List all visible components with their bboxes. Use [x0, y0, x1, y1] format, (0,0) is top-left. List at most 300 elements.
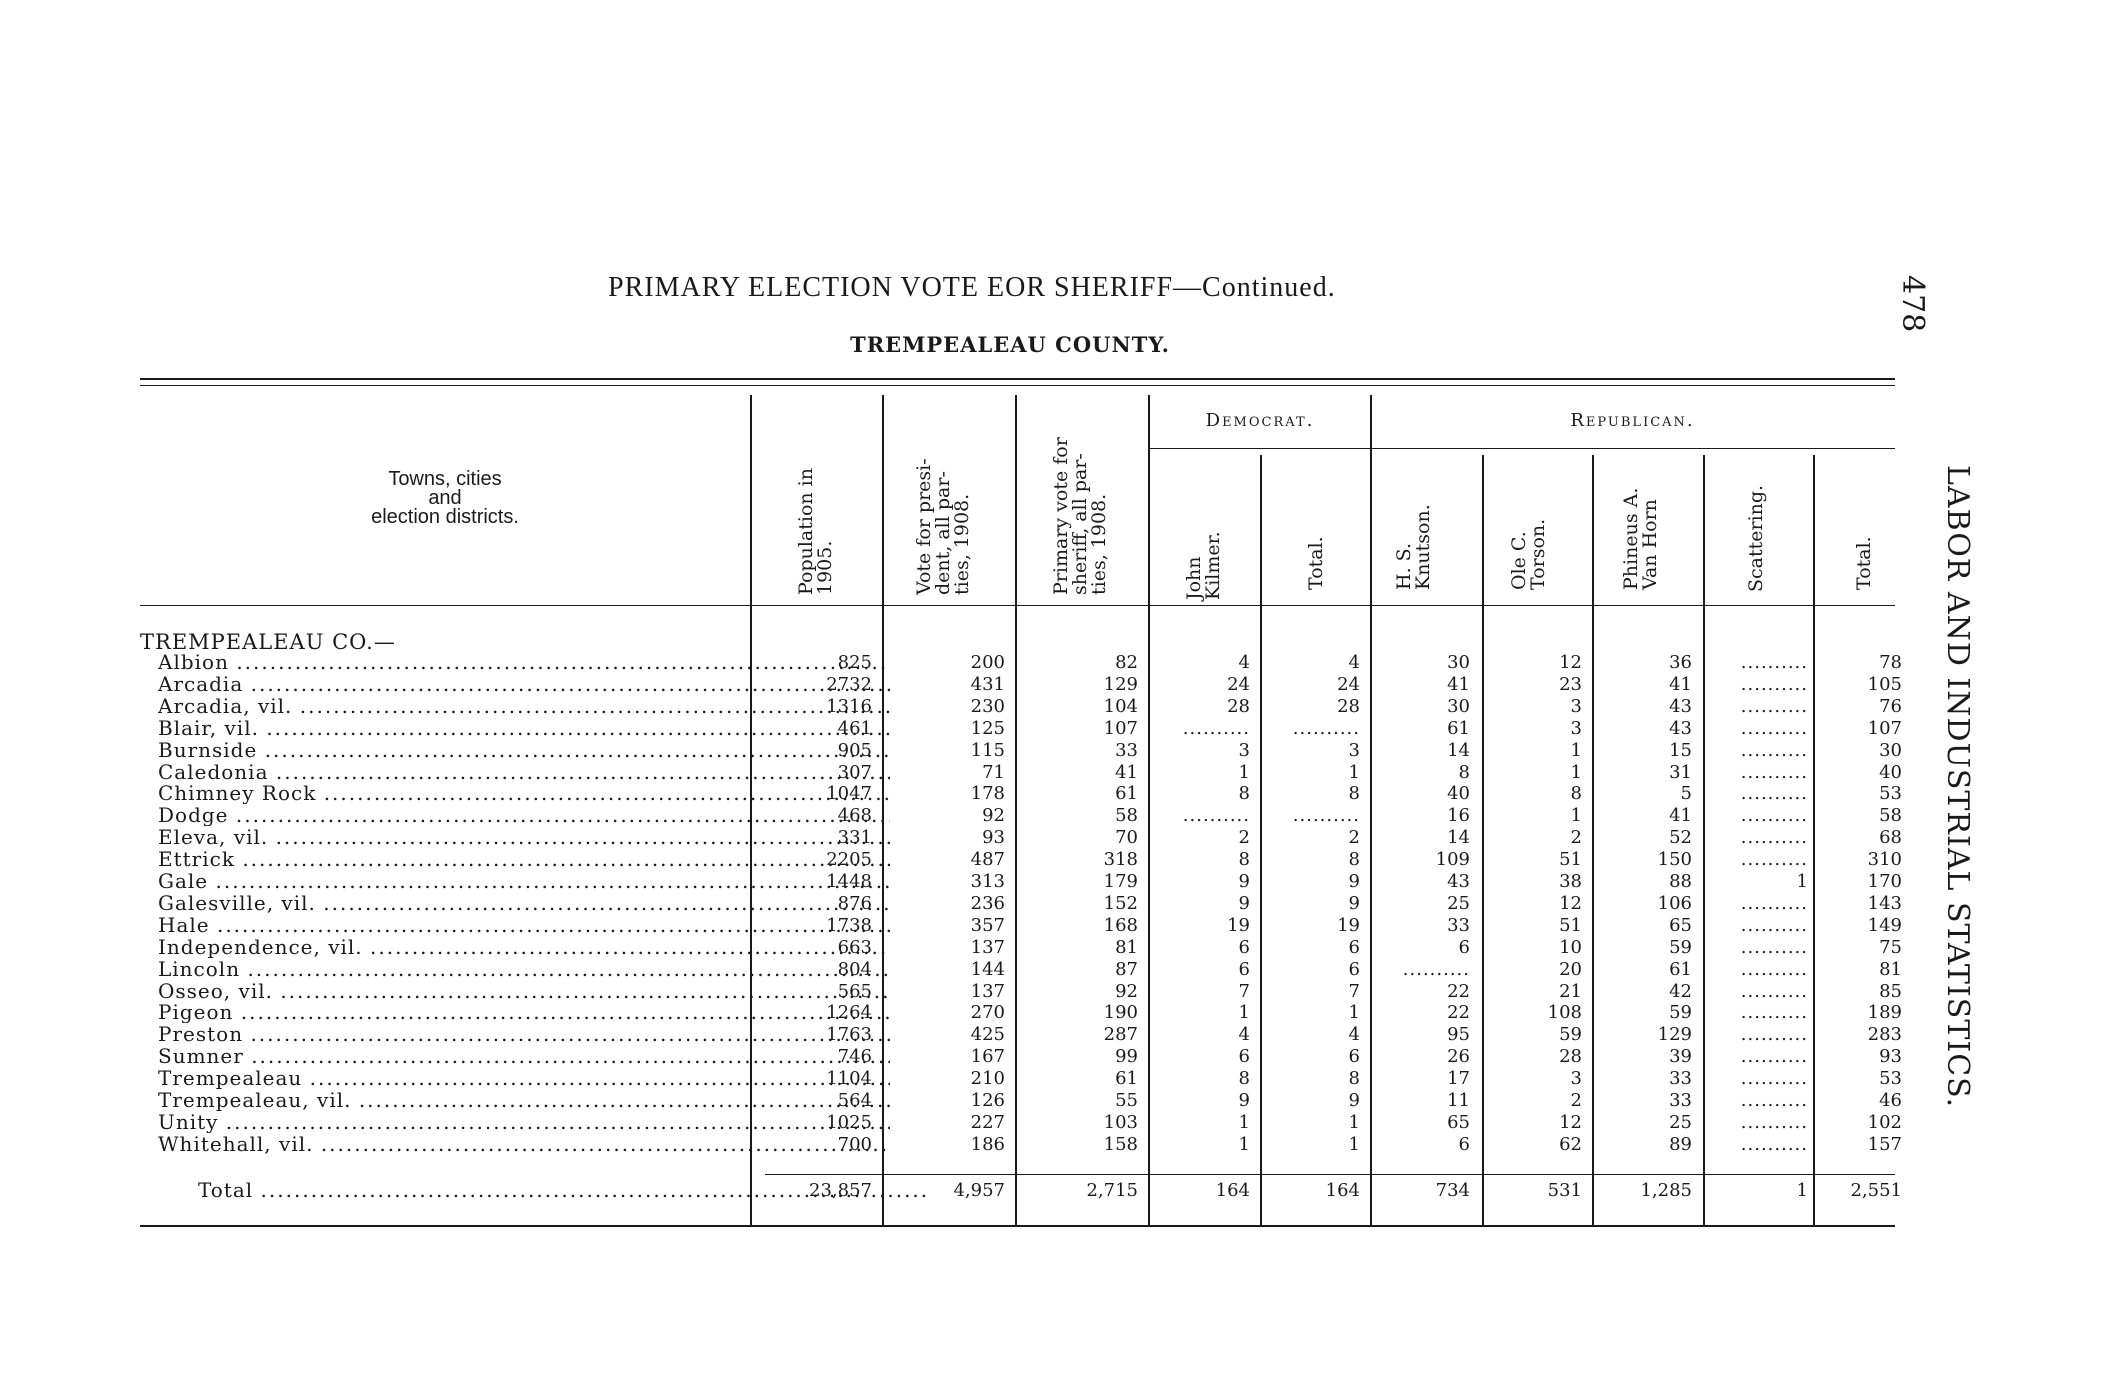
cell-torson: 1 [1570, 805, 1582, 827]
cell-pres: 167 [970, 1046, 1005, 1068]
district-name-text: Preston [158, 1024, 251, 1046]
cell-prim: 190 [1103, 1002, 1138, 1024]
cell-vanhorn: 39 [1669, 1046, 1692, 1068]
cell-scat: 1 [1796, 1180, 1808, 1201]
district-name [158, 696, 890, 717]
cell-knutson: 95 [1447, 1024, 1470, 1046]
cell-torson: 38 [1559, 871, 1582, 892]
cell-prim: 318 [1103, 849, 1138, 871]
district-name [158, 959, 890, 980]
district-name-text: Trempealeau, vil. [158, 1090, 359, 1111]
page-number: 478 [1895, 275, 1930, 333]
cell-torson: 12 [1559, 652, 1582, 673]
cell-prim: 82 [1115, 652, 1138, 673]
cell-dtotal: 8 [1348, 1068, 1360, 1090]
cell-scat: .......... [1740, 1046, 1808, 1068]
cell-rtotal: 2,551 [1850, 1180, 1902, 1201]
cell-kilmer: 6 [1238, 1046, 1250, 1068]
cell-pres: 125 [970, 717, 1005, 739]
cell-pop: 663 [837, 936, 872, 958]
cell-pres: 200 [970, 652, 1005, 673]
cell-kilmer: 1 [1238, 1111, 1250, 1133]
cell-pop: 825 [837, 652, 872, 673]
cell-pres: 431 [970, 673, 1005, 695]
cell-rtotal: 157 [1867, 1133, 1902, 1155]
cell-kilmer: 4 [1238, 652, 1250, 673]
cell-kilmer: 8 [1238, 783, 1250, 805]
cell-vanhorn: 42 [1669, 980, 1692, 1002]
cell-kilmer: 9 [1238, 871, 1250, 892]
district-name-text: Total [198, 1180, 261, 1201]
cell-dtotal: 1 [1348, 761, 1360, 783]
cell-pop: 461 [837, 717, 872, 739]
cell-pop: 1047 [826, 783, 872, 805]
district-name [158, 805, 890, 826]
john-kilmer-header: John Kilmer. [1183, 531, 1224, 600]
cell-dtotal: 2 [1348, 827, 1360, 849]
cell-vanhorn: 150 [1657, 849, 1692, 871]
district-name-text: Arcadia, vil. [158, 695, 300, 717]
cell-torson: 2 [1570, 1090, 1582, 1111]
cell-knutson: .......... [1402, 958, 1470, 980]
van-horn-header: Phineus A. Van Horn [1620, 487, 1661, 590]
cell-knutson: 734 [1435, 1180, 1470, 1201]
cell-rtotal: 68 [1879, 827, 1902, 849]
cell-pop: 1738 [826, 914, 872, 936]
cell-rtotal: 58 [1879, 805, 1902, 827]
table-row [140, 674, 1900, 695]
cell-scat: 1 [1796, 871, 1808, 892]
cell-kilmer: 2 [1238, 827, 1250, 849]
cell-dtotal: 9 [1348, 871, 1360, 892]
cell-rtotal: 170 [1867, 871, 1902, 892]
cell-vanhorn: 106 [1657, 892, 1692, 914]
cell-rtotal: 81 [1879, 958, 1902, 980]
table-row [140, 959, 1900, 980]
district-name [158, 871, 890, 892]
cell-rtotal: 105 [1867, 673, 1902, 695]
cell-torson: 1 [1570, 761, 1582, 783]
cell-kilmer: .......... [1182, 805, 1250, 827]
republican-rule [1370, 448, 1895, 449]
district-name [158, 740, 890, 761]
cell-pop: 2732 [826, 673, 872, 695]
district-name [158, 652, 890, 673]
cell-vanhorn: 31 [1669, 761, 1692, 783]
district-name [158, 937, 890, 958]
cell-knutson: 30 [1447, 652, 1470, 673]
cell-pres: 137 [970, 980, 1005, 1002]
scattering-header: Scattering. [1745, 484, 1767, 592]
district-name-text: Blair, vil. [158, 717, 267, 739]
cell-pop: 804 [837, 958, 872, 980]
cell-kilmer: .......... [1182, 717, 1250, 739]
cell-pop: 2205 [826, 849, 872, 871]
cell-knutson: 14 [1447, 739, 1470, 761]
cell-scat: .......... [1740, 1002, 1808, 1024]
cell-dtotal: 1 [1348, 1111, 1360, 1133]
district-name-text: Galesville, vil. [158, 892, 324, 914]
district-name [158, 674, 890, 695]
republican-total-header: Total. [1853, 536, 1875, 590]
table-row [140, 718, 1900, 739]
district-name-text: Ettrick [158, 849, 243, 871]
table-row [140, 652, 1900, 673]
district-name-text: Burnside [158, 739, 265, 761]
cell-pop: 1316 [826, 695, 872, 717]
cell-dtotal: 6 [1348, 958, 1360, 980]
district-name [158, 893, 890, 914]
cell-prim: 107 [1103, 717, 1138, 739]
cell-pop: 700 [837, 1133, 872, 1155]
cell-vanhorn: 65 [1669, 914, 1692, 936]
cell-dtotal: 4 [1348, 1024, 1360, 1046]
cell-pres: 230 [970, 695, 1005, 717]
table-row [140, 1046, 1900, 1067]
cell-pres: 227 [970, 1111, 1005, 1133]
stub-header: Towns, cities and election districts. [371, 468, 519, 528]
cell-knutson: 40 [1447, 783, 1470, 805]
table-row [140, 805, 1900, 826]
cell-knutson: 65 [1447, 1111, 1470, 1133]
district-name [158, 1046, 890, 1067]
table-row [140, 1002, 1900, 1023]
cell-prim: 33 [1115, 739, 1138, 761]
cell-dtotal: 19 [1337, 914, 1360, 936]
cell-dtotal: 9 [1348, 1090, 1360, 1111]
primary-vote-header: Primary vote for sheriff, all par- ties, 1908. [1050, 437, 1110, 595]
cell-vanhorn: 5 [1680, 783, 1692, 805]
table-row [140, 937, 1900, 958]
cell-prim: 99 [1115, 1046, 1138, 1068]
cell-knutson: 61 [1447, 717, 1470, 739]
cell-knutson: 33 [1447, 914, 1470, 936]
cell-pop: 331 [837, 827, 872, 849]
cell-torson: 51 [1559, 914, 1582, 936]
table-row [140, 849, 1900, 870]
cell-kilmer: 6 [1238, 958, 1250, 980]
cell-vanhorn: 33 [1669, 1068, 1692, 1090]
cell-rtotal: 75 [1879, 936, 1902, 958]
cell-torson: 2 [1570, 827, 1582, 849]
cell-kilmer: 7 [1238, 980, 1250, 1002]
cell-vanhorn: 41 [1669, 805, 1692, 827]
cell-scat: .......... [1740, 849, 1808, 871]
cell-scat: .......... [1740, 958, 1808, 980]
cell-dtotal: 9 [1348, 892, 1360, 914]
cell-knutson: 41 [1447, 673, 1470, 695]
cell-dtotal: .......... [1292, 717, 1360, 739]
cell-pop: 565 [837, 980, 872, 1002]
district-name-text: Dodge [158, 805, 236, 827]
cell-knutson: 8 [1458, 761, 1470, 783]
cell-prim: 55 [1115, 1090, 1138, 1111]
cell-rtotal: 40 [1879, 761, 1902, 783]
cell-rtotal: 93 [1879, 1046, 1902, 1068]
cell-vanhorn: 15 [1669, 739, 1692, 761]
cell-pres: 236 [970, 892, 1005, 914]
cell-knutson: 30 [1447, 695, 1470, 717]
cell-scat: .......... [1740, 652, 1808, 673]
district-name-text: Osseo, vil. [158, 980, 281, 1002]
cell-rtotal: 76 [1879, 695, 1902, 717]
cell-pop: 1763 [826, 1024, 872, 1046]
table-row [140, 1090, 1900, 1111]
cell-scat: .......... [1740, 892, 1808, 914]
district-name [158, 718, 890, 739]
cell-dtotal: 1 [1348, 1002, 1360, 1024]
cell-kilmer: 8 [1238, 849, 1250, 871]
cell-knutson: 109 [1435, 849, 1470, 871]
cell-rtotal: 143 [1867, 892, 1902, 914]
cell-torson: 62 [1559, 1133, 1582, 1155]
cell-scat: .......... [1740, 914, 1808, 936]
cell-dtotal: 6 [1348, 936, 1360, 958]
district-name-text: Pigeon [158, 1002, 241, 1024]
district-name-text: Caledonia [158, 761, 276, 783]
cell-vanhorn: 59 [1669, 936, 1692, 958]
democrat-header: Democrat. [1205, 410, 1315, 431]
cell-rtotal: 149 [1867, 914, 1902, 936]
cell-scat: .......... [1740, 827, 1808, 849]
cell-scat: .......... [1740, 805, 1808, 827]
cell-vanhorn: 41 [1669, 673, 1692, 695]
top-rule-thin [140, 385, 1895, 386]
cell-kilmer: 8 [1238, 1068, 1250, 1090]
district-name-text: Unity [158, 1111, 226, 1133]
cell-kilmer: 1 [1238, 761, 1250, 783]
cell-scat: .......... [1740, 1024, 1808, 1046]
cell-dtotal: 8 [1348, 849, 1360, 871]
cell-scat: .......... [1740, 695, 1808, 717]
cell-vanhorn: 59 [1669, 1002, 1692, 1024]
district-name-text: Albion [158, 652, 237, 673]
table-row [140, 915, 1900, 936]
cell-scat: .......... [1740, 1068, 1808, 1090]
cell-vanhorn: 89 [1669, 1133, 1692, 1155]
cell-vanhorn: 25 [1669, 1111, 1692, 1133]
cell-scat: .......... [1740, 783, 1808, 805]
cell-vanhorn: 52 [1669, 827, 1692, 849]
district-name-text: Lincoln [158, 958, 248, 980]
cell-dtotal: 6 [1348, 1046, 1360, 1068]
table-row [140, 871, 1900, 892]
democrat-total-header: Total. [1305, 536, 1327, 590]
cell-prim: 61 [1115, 783, 1138, 805]
cell-pres: 71 [982, 761, 1005, 783]
cell-prim: 92 [1115, 980, 1138, 1002]
cell-pres: 115 [970, 739, 1005, 761]
cell-pop: 746 [837, 1046, 872, 1068]
page-title: PRIMARY ELECTION VOTE EOR SHERIFF—Continued. [608, 272, 1336, 303]
cell-pop: 1264 [826, 1002, 872, 1024]
cell-kilmer: 3 [1238, 739, 1250, 761]
cell-pres: 425 [970, 1024, 1005, 1046]
cell-scat: .......... [1740, 936, 1808, 958]
cell-pres: 92 [982, 805, 1005, 827]
cell-kilmer: 9 [1238, 892, 1250, 914]
cell-pres: 93 [982, 827, 1005, 849]
cell-vanhorn: 36 [1669, 652, 1692, 673]
cell-kilmer: 28 [1227, 695, 1250, 717]
district-name [158, 827, 890, 848]
cell-prim: 81 [1115, 936, 1138, 958]
cell-dtotal: 4 [1348, 652, 1360, 673]
cell-pop: 1025 [826, 1111, 872, 1133]
cell-prim: 179 [1103, 871, 1138, 892]
cell-prim: 58 [1115, 805, 1138, 827]
cell-torson: 3 [1570, 695, 1582, 717]
cell-rtotal: 102 [1867, 1111, 1902, 1133]
district-name [158, 1134, 890, 1155]
header-rule [140, 605, 1895, 606]
cell-torson: 23 [1559, 673, 1582, 695]
district-name-text: Arcadia [158, 673, 251, 695]
cell-knutson: 14 [1447, 827, 1470, 849]
district-name [158, 1112, 890, 1133]
cell-knutson: 22 [1447, 980, 1470, 1002]
cell-knutson: 25 [1447, 892, 1470, 914]
cell-scat: .......... [1740, 761, 1808, 783]
cell-scat: .......... [1740, 673, 1808, 695]
district-name-text: Chimney Rock [158, 783, 324, 805]
cell-torson: 531 [1547, 1180, 1582, 1201]
cell-prim: 2,715 [1086, 1180, 1138, 1201]
cell-rtotal: 283 [1867, 1024, 1902, 1046]
cell-kilmer: 1 [1238, 1133, 1250, 1155]
cell-pop: 1448 [826, 871, 872, 892]
cell-vanhorn: 1,285 [1640, 1180, 1692, 1201]
torson-header: Ole C. Torson. [1508, 518, 1549, 590]
cell-torson: 12 [1559, 1111, 1582, 1133]
district-name [158, 1002, 890, 1023]
district-name-text: Whitehall, vil. [158, 1133, 321, 1155]
cell-knutson: 17 [1447, 1068, 1470, 1090]
cell-rtotal: 53 [1879, 1068, 1902, 1090]
cell-pop: 905 [837, 739, 872, 761]
county-subtitle: TREMPEALEAU COUNTY. [850, 332, 1170, 357]
cell-knutson: 16 [1447, 805, 1470, 827]
cell-pres: 210 [970, 1068, 1005, 1090]
cell-pres: 178 [970, 783, 1005, 805]
cell-dtotal: 164 [1325, 1180, 1360, 1201]
table-row [140, 762, 1900, 783]
cell-pop: 564 [837, 1090, 872, 1111]
cell-dtotal: 7 [1348, 980, 1360, 1002]
cell-prim: 287 [1103, 1024, 1138, 1046]
bottom-rule [140, 1225, 1895, 1227]
cell-prim: 104 [1103, 695, 1138, 717]
cell-prim: 41 [1115, 761, 1138, 783]
district-name-text: Trempealeau [158, 1068, 310, 1090]
cell-dtotal: 1 [1348, 1133, 1360, 1155]
table-row [140, 1134, 1900, 1155]
cell-torson: 12 [1559, 892, 1582, 914]
cell-rtotal: 30 [1879, 739, 1902, 761]
cell-pop: 307 [837, 761, 872, 783]
table-row [140, 893, 1900, 914]
cell-pres: 4,957 [953, 1180, 1005, 1201]
cell-prim: 103 [1103, 1111, 1138, 1133]
cell-torson: 51 [1559, 849, 1582, 871]
district-name [158, 915, 890, 936]
district-name-text: Eleva, vil. [158, 827, 276, 849]
district-name [158, 849, 890, 870]
cell-torson: 20 [1559, 958, 1582, 980]
district-name-text: Sumner [158, 1046, 252, 1068]
cell-dtotal: .......... [1292, 805, 1360, 827]
cell-pres: 313 [970, 871, 1005, 892]
cell-torson: 28 [1559, 1046, 1582, 1068]
district-name [158, 762, 890, 783]
cell-prim: 129 [1103, 673, 1138, 695]
cell-pop: 468 [837, 805, 872, 827]
cell-scat: .......... [1740, 717, 1808, 739]
cell-vanhorn: 43 [1669, 717, 1692, 739]
cell-scat: .......... [1740, 739, 1808, 761]
cell-torson: 3 [1570, 717, 1582, 739]
county-label: TREMPEALEAU CO.— [140, 630, 396, 654]
cell-prim: 70 [1115, 827, 1138, 849]
cell-rtotal: 107 [1867, 717, 1902, 739]
cell-knutson: 6 [1458, 1133, 1470, 1155]
cell-pres: 137 [970, 936, 1005, 958]
cell-rtotal: 189 [1867, 1002, 1902, 1024]
table-row [140, 696, 1900, 717]
republican-header: Republican. [1570, 410, 1695, 431]
population-header: Population in 1905. [795, 468, 836, 595]
district-name [158, 1090, 890, 1111]
cell-pop: 1104 [826, 1068, 872, 1090]
cell-rtotal: 46 [1879, 1090, 1902, 1111]
table-row [140, 981, 1900, 1002]
cell-prim: 168 [1103, 914, 1138, 936]
cell-pres: 126 [970, 1090, 1005, 1111]
vote-president-header: Vote for presi- dent, all par- ties, 1908. [913, 458, 973, 595]
cell-knutson: 26 [1447, 1046, 1470, 1068]
cell-vanhorn: 33 [1669, 1090, 1692, 1111]
total-rule [765, 1174, 1895, 1175]
cell-kilmer: 4 [1238, 1024, 1250, 1046]
district-name-text: Gale [158, 871, 216, 892]
table-row [140, 1024, 1900, 1045]
total-row [140, 1180, 1900, 1201]
cell-torson: 1 [1570, 739, 1582, 761]
democrat-rule [1150, 448, 1370, 449]
table-row [140, 740, 1900, 761]
cell-pop: 23,857 [809, 1180, 872, 1201]
table-row [140, 1068, 1900, 1089]
cell-torson: 8 [1570, 783, 1582, 805]
cell-torson: 59 [1559, 1024, 1582, 1046]
district-name-text: Hale [158, 914, 217, 936]
cell-kilmer: 24 [1227, 673, 1250, 695]
cell-prim: 87 [1115, 958, 1138, 980]
cell-rtotal: 85 [1879, 980, 1902, 1002]
cell-prim: 158 [1103, 1133, 1138, 1155]
knutson-header: H. S. Knutson. [1393, 504, 1434, 590]
cell-kilmer: 164 [1215, 1180, 1250, 1201]
running-head: LABOR AND INDUSTRIAL STATISTICS. [1940, 465, 1975, 1109]
cell-pres: 357 [970, 914, 1005, 936]
cell-dtotal: 3 [1348, 739, 1360, 761]
cell-rtotal: 53 [1879, 783, 1902, 805]
cell-knutson: 11 [1447, 1090, 1470, 1111]
cell-torson: 3 [1570, 1068, 1582, 1090]
district-name [158, 981, 890, 1002]
cell-torson: 21 [1559, 980, 1582, 1002]
cell-kilmer: 6 [1238, 936, 1250, 958]
